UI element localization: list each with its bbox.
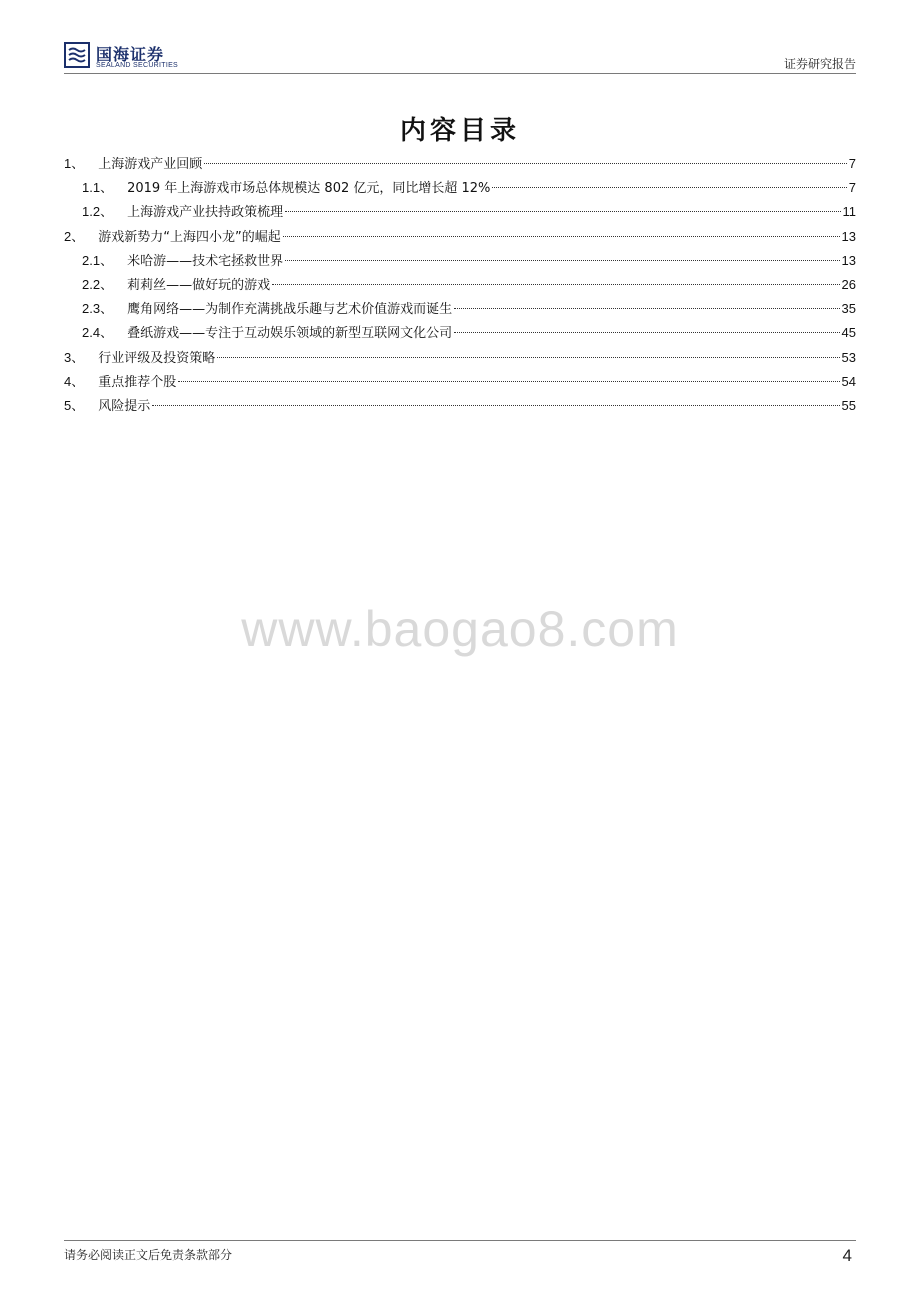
toc-entry-page: 7 [848, 156, 856, 171]
toc-entry-number: 2.3、 [82, 301, 114, 317]
toc-entry-label: 上海游戏产业扶持政策梳理 [127, 205, 284, 221]
toc-entry-page: 35 [841, 301, 856, 317]
toc-entry-number: 1.2、 [82, 204, 114, 220]
company-logo [64, 42, 264, 72]
toc-entry-number: 2、 [64, 228, 85, 244]
toc-entry-label: 2019 年上海游戏市场总体规模达 802 亿元，同比增长超 12% [127, 181, 491, 197]
toc-dot-leader [152, 405, 839, 406]
toc-dot-leader [204, 163, 847, 164]
toc-dot-leader [178, 381, 839, 382]
toc-entry-number: 3、 [64, 349, 85, 365]
toc-entry[interactable] [64, 152, 856, 176]
disclaimer-note: 请务必阅读正文后免责条款部分 [64, 1248, 233, 1262]
logo-english-name: SEALAND SECURITIES [96, 62, 179, 69]
toc-entry[interactable] [64, 370, 856, 394]
watermark: www.baogao8.com [241, 601, 679, 657]
toc-dot-leader [285, 211, 840, 212]
toc-entry[interactable] [64, 346, 856, 370]
toc-entry-label: 行业评级及投资策略 [98, 350, 216, 366]
page-number: 4 [842, 1246, 852, 1265]
toc-entry-page: 53 [841, 349, 856, 365]
toc-entry-label: 鹰角网络——为制作充满挑战乐趣与艺术价值游戏而诞生 [127, 302, 453, 318]
toc-entry-label: 叠纸游戏——专注于互动娱乐领域的新型互联网文化公司 [127, 326, 453, 342]
report-type-label: 证券研究报告 [783, 57, 856, 71]
toc-entry-number: 2.2、 [82, 276, 114, 292]
toc-entry-label: 莉莉丝——做好玩的游戏 [127, 277, 271, 293]
toc-entry[interactable] [64, 225, 856, 249]
toc-dot-leader [454, 308, 839, 309]
toc-entry-label: 游戏新势力“上海四小龙”的崛起 [98, 229, 281, 245]
header-divider [64, 73, 856, 74]
toc-dot-leader [283, 236, 840, 237]
footer-divider [64, 1240, 856, 1241]
toc-entry-page: 7 [848, 180, 856, 196]
toc-entry[interactable] [64, 249, 856, 273]
toc-entry-page: 13 [841, 228, 856, 244]
toc-entry[interactable] [64, 297, 856, 321]
toc-entry[interactable] [64, 321, 856, 345]
toc-entry[interactable] [64, 273, 856, 297]
toc-title: 内容目录 [399, 116, 520, 146]
toc-entry[interactable] [64, 394, 856, 418]
toc-entry-label: 上海游戏产业回顾 [98, 157, 203, 172]
toc-entry-page: 11 [842, 204, 856, 220]
page-header [64, 38, 856, 74]
logo-chinese-name: 国海证券 [96, 45, 165, 64]
toc-entry-number: 2.4、 [82, 325, 114, 341]
toc-entry[interactable] [64, 200, 856, 224]
toc-entry-number: 1、 [64, 156, 85, 171]
toc-entry-label: 米哈游——技术宅拯救世界 [127, 253, 284, 269]
toc-entry-number: 5、 [64, 397, 85, 413]
toc-entry-page: 55 [841, 397, 856, 413]
toc-entry-page: 45 [841, 325, 856, 341]
toc-entry-page: 26 [841, 276, 856, 292]
toc-entry-number: 1.1、 [82, 180, 114, 196]
toc-dot-leader [272, 284, 839, 285]
toc-dot-leader [454, 332, 839, 333]
toc-dot-leader [217, 357, 839, 358]
sealand-logo-icon [64, 42, 90, 68]
toc-entry-page: 13 [841, 252, 856, 268]
toc-entry-page: 54 [841, 373, 856, 389]
toc-dot-leader [285, 260, 839, 261]
toc-entry-label: 重点推荐个股 [98, 374, 177, 390]
toc-entry-number: 4、 [64, 373, 85, 389]
table-of-contents [64, 152, 856, 418]
toc-entry-label: 风险提示 [98, 398, 151, 414]
toc-entry-number: 2.1、 [82, 252, 114, 268]
toc-entry[interactable] [64, 176, 856, 200]
toc-dot-leader [492, 187, 846, 188]
